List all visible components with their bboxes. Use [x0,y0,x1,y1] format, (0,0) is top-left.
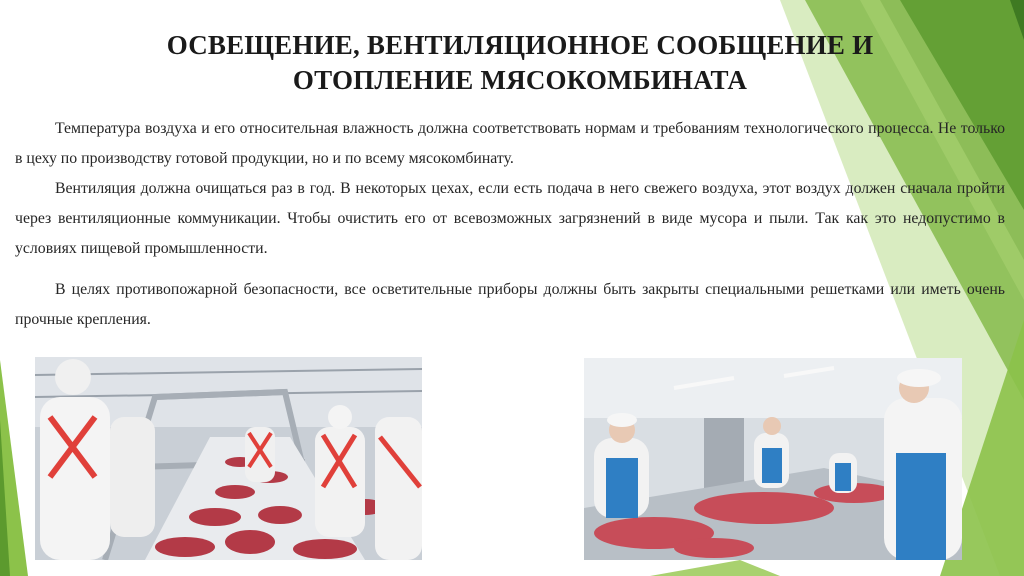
paragraph-ventilation: Вентиляция должна очищаться раз в год. В некоторых цехах, если есть подача в него свежего воздуха, этот воздух должен сначала пройти через вентиляционные коммуникации. Чтобы очистить его от всевозможных загрязнений в виде мусора и пыли. Так как это недопустимо в условиях пищевой промышленности. [15,180,1005,257]
meat-cutting-photo [584,358,962,560]
paragraph-temperature: Температура воздуха и его относительная влажность должна соответствовать нормам и требованиям технологического процесса. Не только в цеху по производству готовой продукции, но и по всему мясокомбинату. [15,120,1005,167]
body-text [15,114,1005,335]
meat-conveyor-photo [35,357,422,560]
title-line-2: ОТОПЛЕНИЕ МЯСОКОМБИНАТА [292,65,748,95]
paragraph-fire-safety: В целях противопожарной безопасности, все осветительные приборы должны быть закрыты специальными решетками или иметь очень прочные крепления. [15,281,1005,328]
slide-title [80,28,960,98]
title-line-1: ОСВЕЩЕНИЕ, ВЕНТИЛЯЦИОННОЕ СООБЩЕНИЕ И [166,30,874,60]
